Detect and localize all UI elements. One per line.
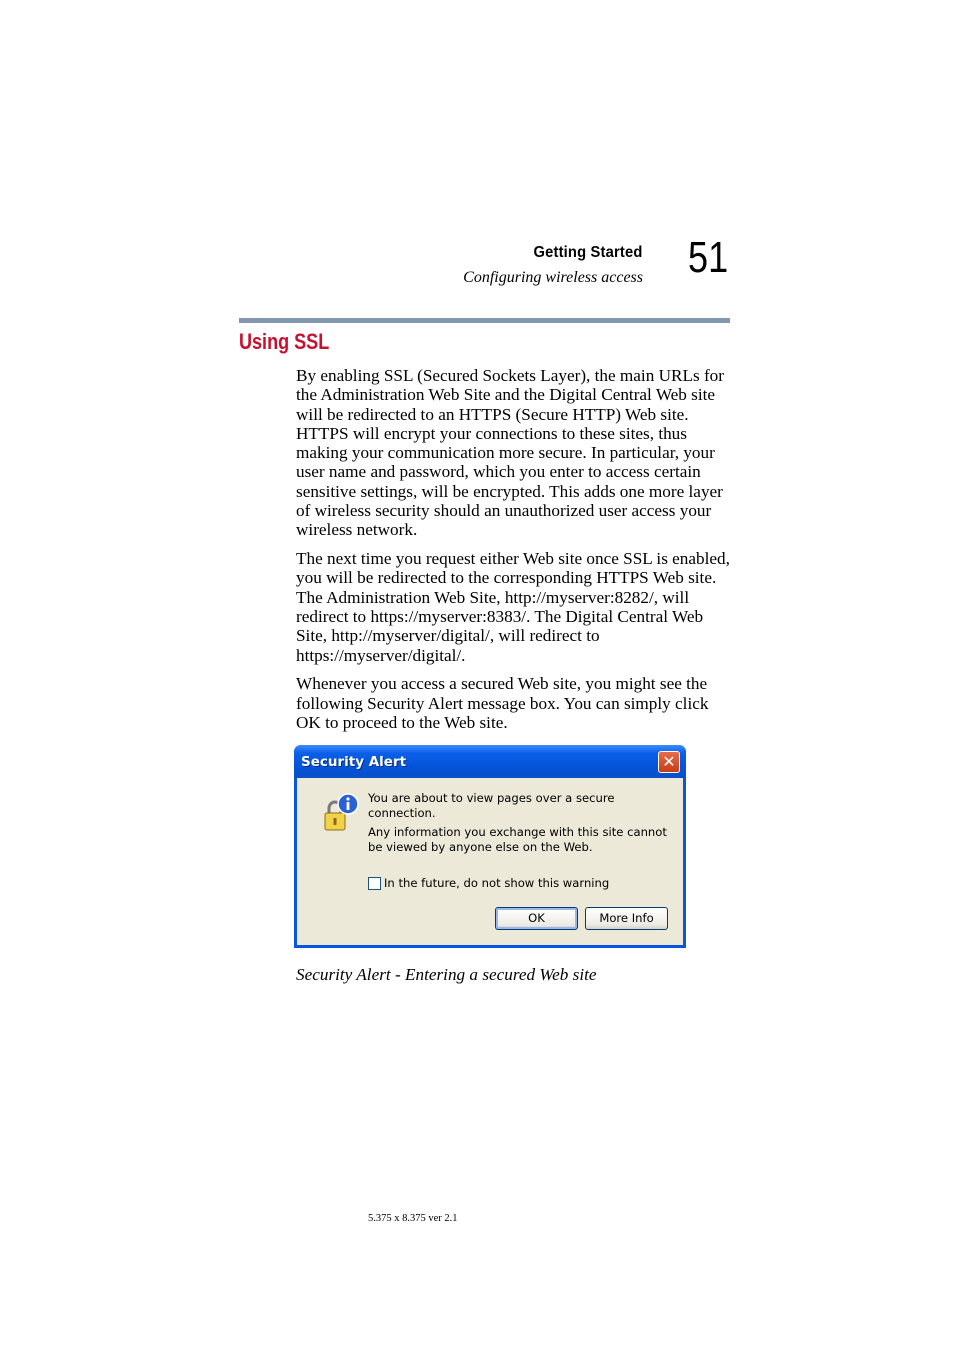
paragraph: By enabling SSL (Secured Sockets Layer), the main URLs for the Administration Web Site and the Digital Central Web site will be redirected to an HTTPS (Secure HTTP) Web site. HTTPS will encrypt your connections to these sites, thus making your communication more secure. In particular, your user name and password, which you enter to access certain sensitive settings, will be encrypted. This adds one more layer of wireless security should an unauthorized user access your wireless network. (296, 366, 725, 540)
dialog-titlebar[interactable] (294, 745, 686, 778)
more-info-button[interactable]: More Info (585, 907, 668, 930)
running-header-section: Configuring wireless access (463, 269, 643, 286)
dont-show-warning-option[interactable] (368, 876, 609, 890)
close-icon: ✕ (662, 752, 676, 771)
checkbox-label: In the future, do not show this warning (384, 876, 610, 890)
close-button[interactable] (658, 751, 680, 773)
dialog-title: Security Alert (301, 754, 407, 770)
running-header-chapter: Getting Started (533, 244, 643, 261)
dont-show-warning-checkbox[interactable] (368, 877, 381, 890)
dialog-body (297, 778, 683, 945)
page-footer: 5.375 x 8.375 ver 2.1 (368, 1213, 458, 1224)
dialog-message-info: Any information you exchange with this site cannot be viewed by anyone else on the Web. (368, 825, 667, 854)
paragraph: Whenever you access a secured Web site, you might see the following Security Alert message box. You can simply click OK to proceed to the Web site. (296, 674, 709, 733)
info-lock-icon (321, 792, 361, 832)
security-alert-dialog (294, 745, 686, 948)
section-rule (239, 318, 730, 323)
ok-button[interactable]: OK (495, 907, 578, 930)
body-text (296, 366, 730, 742)
figure-caption: Security Alert - Entering a secured Web site (296, 965, 597, 984)
section-heading: Using SSL (239, 329, 330, 354)
page-number: 51 (688, 233, 729, 282)
dialog-message-secure: You are about to view pages over a secure connection. (368, 791, 615, 820)
paragraph: The next time you request either Web site once SSL is enabled, you will be redirected to the corresponding HTTPS Web site. The Administration Web Site, http://myserver:8282/, will redirect to https://myserver:8383/. The Digital Central Web Site, http://myserver/digital/, will redirect to https://myserver/digital/. (296, 549, 730, 665)
